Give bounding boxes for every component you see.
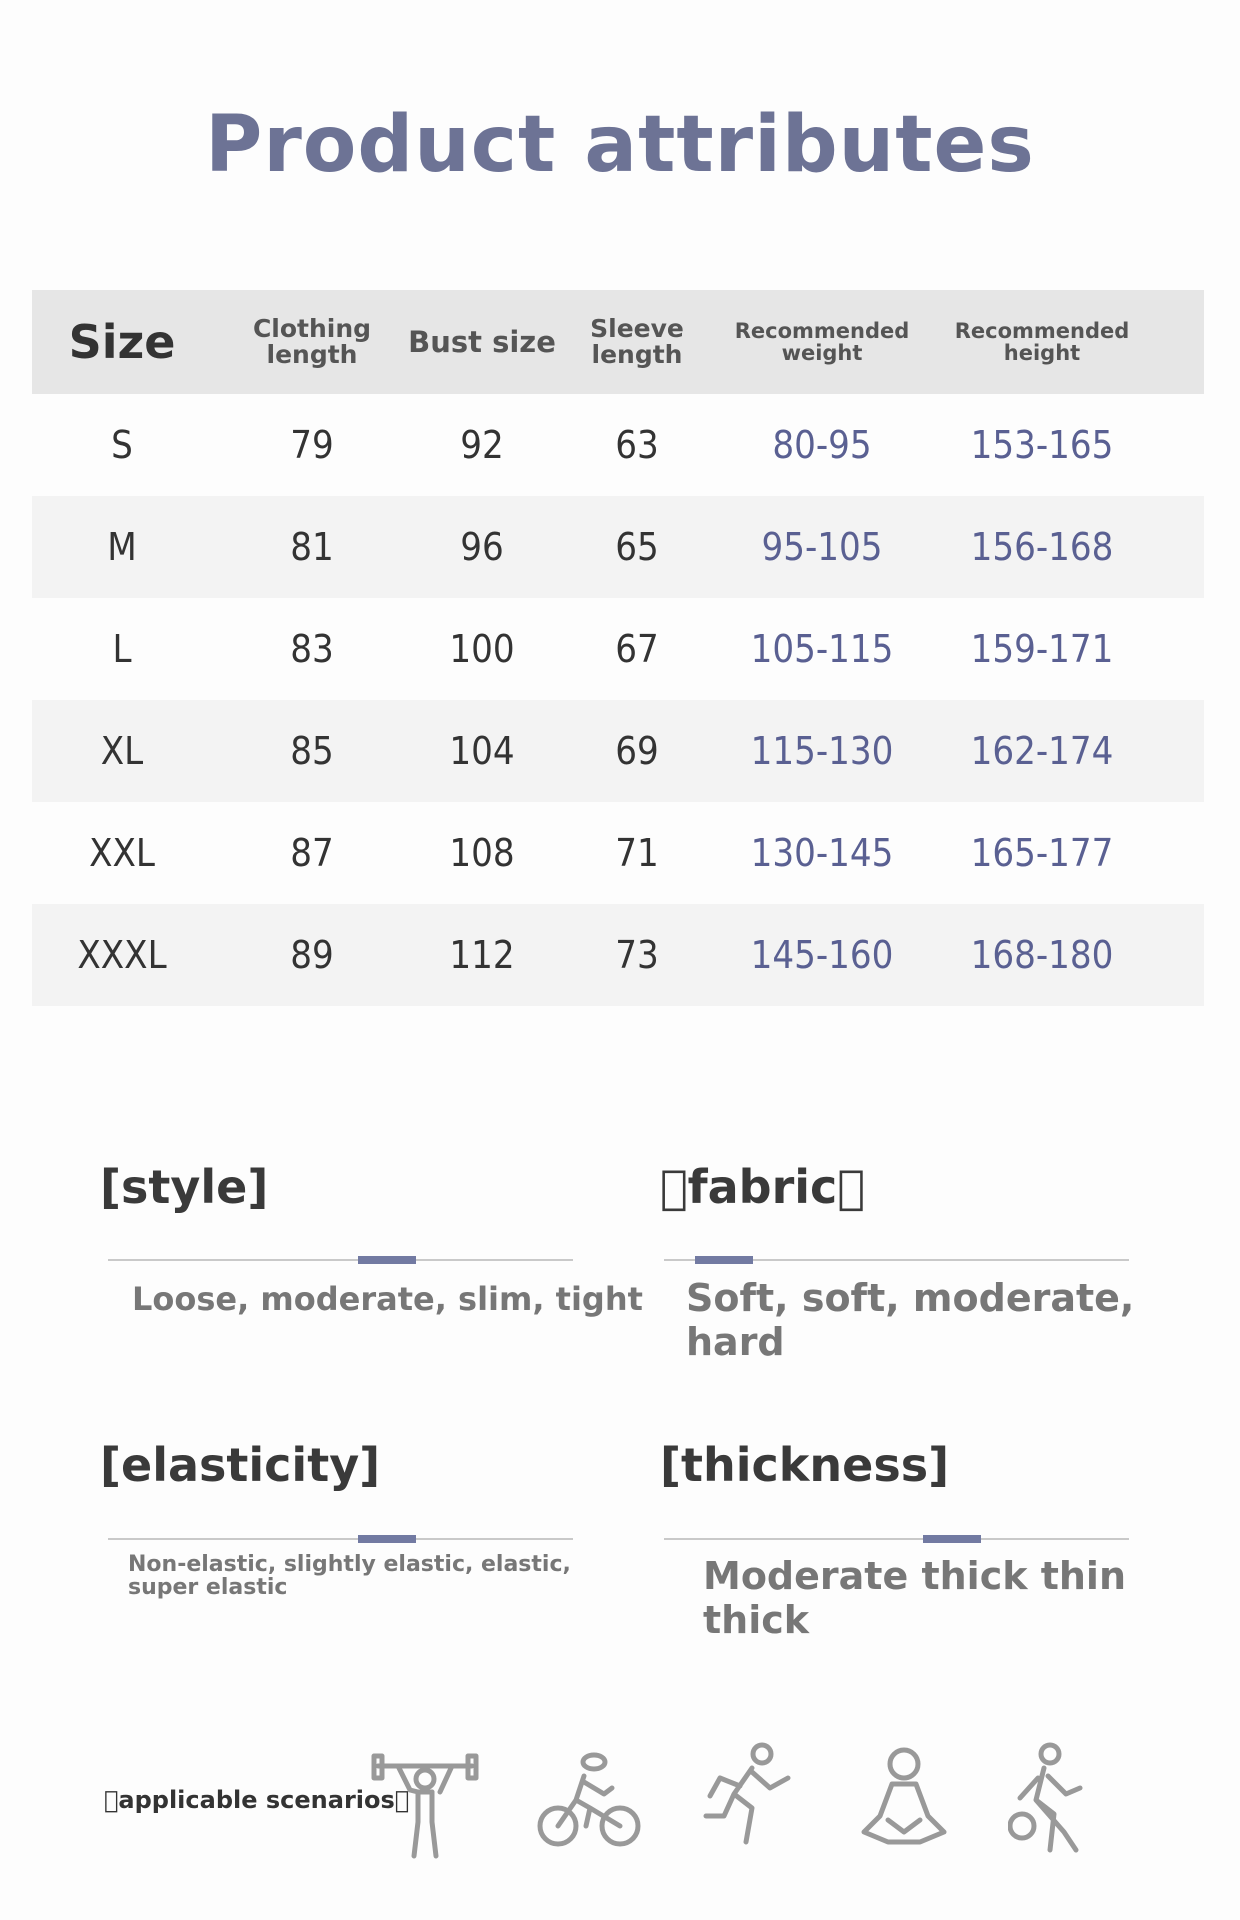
fabric-scale-marker bbox=[695, 1256, 753, 1264]
yoga-icon bbox=[858, 1746, 950, 1854]
cell-recommended-weight: 115-130 bbox=[750, 729, 894, 773]
table-row bbox=[32, 802, 1204, 904]
cell-size: L bbox=[112, 627, 132, 671]
cell-clothing-length: 81 bbox=[290, 525, 334, 569]
fabric-scale-track bbox=[664, 1259, 1129, 1261]
cell-bust-size: 108 bbox=[449, 831, 515, 875]
thickness-scale-text: Moderate thick thin thick bbox=[703, 1554, 1127, 1642]
header-bust-size: Bust size bbox=[408, 324, 556, 359]
style-scale-track bbox=[108, 1259, 573, 1261]
cell-size: M bbox=[107, 525, 137, 569]
cell-bust-size: 104 bbox=[449, 729, 515, 773]
style-scale-text: Loose, moderate, slim, tight bbox=[132, 1280, 643, 1318]
cell-recommended-weight: 145-160 bbox=[750, 933, 894, 977]
cell-clothing-length: 89 bbox=[290, 933, 334, 977]
cell-clothing-length: 85 bbox=[290, 729, 334, 773]
header-clothing-length: Clothing length bbox=[252, 313, 372, 369]
table-row bbox=[32, 700, 1204, 802]
cell-recommended-weight: 95-105 bbox=[761, 525, 883, 569]
table-header bbox=[32, 290, 1204, 394]
header-size: Size bbox=[68, 314, 176, 369]
table-row bbox=[32, 496, 1204, 598]
cell-sleeve-length: 67 bbox=[615, 627, 659, 671]
cell-recommended-height: 165-177 bbox=[970, 831, 1114, 875]
elasticity-heading: [elasticity] bbox=[100, 1438, 381, 1492]
cell-bust-size: 112 bbox=[449, 933, 515, 977]
cell-sleeve-length: 73 bbox=[615, 933, 659, 977]
cell-recommended-height: 162-174 bbox=[970, 729, 1114, 773]
cell-recommended-weight: 105-115 bbox=[750, 627, 894, 671]
cell-sleeve-length: 65 bbox=[615, 525, 659, 569]
cell-recommended-height: 168-180 bbox=[970, 933, 1114, 977]
table-row bbox=[32, 598, 1204, 700]
cell-clothing-length: 87 bbox=[290, 831, 334, 875]
cell-size: XXL bbox=[89, 831, 155, 875]
style-scale-marker bbox=[358, 1256, 416, 1264]
cell-bust-size: 100 bbox=[449, 627, 515, 671]
thickness-heading: [thickness] bbox=[660, 1438, 950, 1492]
table-row bbox=[32, 904, 1204, 1006]
cell-recommended-height: 156-168 bbox=[970, 525, 1114, 569]
weightlifting-icon bbox=[370, 1746, 480, 1860]
cell-recommended-weight: 80-95 bbox=[772, 423, 872, 467]
style-heading: [style] bbox=[100, 1160, 269, 1214]
size-table bbox=[32, 290, 1204, 1006]
basketball-icon bbox=[1008, 1742, 1098, 1858]
header-sleeve-length: Sleeve length bbox=[590, 313, 684, 369]
thickness-scale-marker bbox=[923, 1535, 981, 1543]
table-body bbox=[32, 394, 1204, 1006]
thickness-scale-track bbox=[664, 1538, 1129, 1540]
scenarios-label:  applicable scenarios  bbox=[104, 1786, 410, 1814]
elasticity-scale-track bbox=[108, 1538, 573, 1540]
header-recommended-weight: Recommended weight bbox=[734, 318, 910, 365]
cell-sleeve-length: 69 bbox=[615, 729, 659, 773]
cell-bust-size: 96 bbox=[460, 525, 504, 569]
cell-recommended-weight: 130-145 bbox=[750, 831, 894, 875]
cell-sleeve-length: 63 bbox=[615, 423, 659, 467]
cell-clothing-length: 79 bbox=[290, 423, 334, 467]
cell-sleeve-length: 71 bbox=[615, 831, 659, 875]
cell-size: XL bbox=[100, 729, 144, 773]
fabric-scale-text: Soft, soft, moderate, hard bbox=[686, 1276, 1135, 1364]
cell-size: S bbox=[111, 423, 133, 467]
fabric-heading:  fabric  bbox=[660, 1160, 865, 1214]
table-row bbox=[32, 394, 1204, 496]
elasticity-scale-text: Non-elastic, slightly elastic, elastic, super elastic bbox=[128, 1552, 571, 1600]
cell-recommended-height: 153-165 bbox=[970, 423, 1114, 467]
elasticity-scale-marker bbox=[358, 1535, 416, 1543]
page-title: Product attributes bbox=[205, 100, 1035, 190]
cycling-icon bbox=[534, 1752, 644, 1852]
cell-size: XXXL bbox=[77, 933, 167, 977]
header-recommended-height: Recommended height bbox=[954, 318, 1130, 365]
cell-clothing-length: 83 bbox=[290, 627, 334, 671]
cell-bust-size: 92 bbox=[460, 423, 504, 467]
cell-recommended-height: 159-171 bbox=[970, 627, 1114, 671]
running-icon bbox=[700, 1742, 796, 1854]
